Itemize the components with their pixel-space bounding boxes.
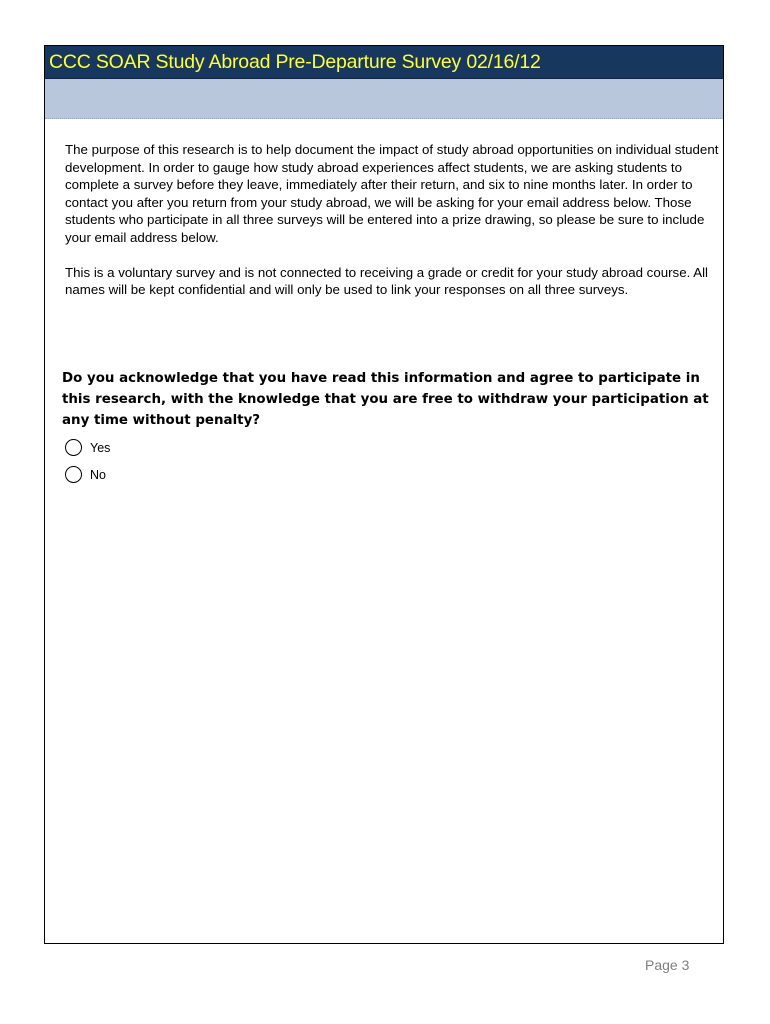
option-no-label: No — [90, 467, 106, 482]
radio-yes[interactable] — [65, 439, 82, 456]
intro-text — [65, 141, 720, 316]
section-header-bar — [45, 79, 723, 119]
option-yes-label: Yes — [90, 440, 111, 455]
option-no[interactable] — [65, 465, 110, 484]
page-number: Page 3 — [645, 957, 690, 973]
consent-question: Do you acknowledge that you have read this information and agree to participate in this research, with the knowledge that you are free to withdraw your participation at any time without penalty? — [62, 371, 709, 428]
survey-title: CCC SOAR Study Abroad Pre-Departure Survey 02/16/12 — [49, 51, 541, 73]
radio-no[interactable] — [65, 466, 82, 483]
survey-title-bar — [45, 46, 723, 79]
intro-paragraph: This is a voluntary survey and is not connected to receiving a grade or credit for your study abroad course. All names will be kept confidential and will only be used to link your responses on all three surveys. — [65, 264, 709, 298]
option-yes[interactable] — [65, 438, 110, 457]
survey-page-frame — [44, 45, 724, 944]
intro-paragraph: The purpose of this research is to help document the impact of study abroad opportunities on individual student development. In order to gauge how study abroad experiences affect students, we are asking students to complete a survey before they leave, immediately after their return, and six to nine months later. In order to contact you after you return from your study abroad, we will be asking for your email address below. Those students who participate in all three surveys will be entered into a prize drawing, so please be sure to include your email address below. — [65, 142, 719, 245]
consent-options — [65, 438, 110, 492]
